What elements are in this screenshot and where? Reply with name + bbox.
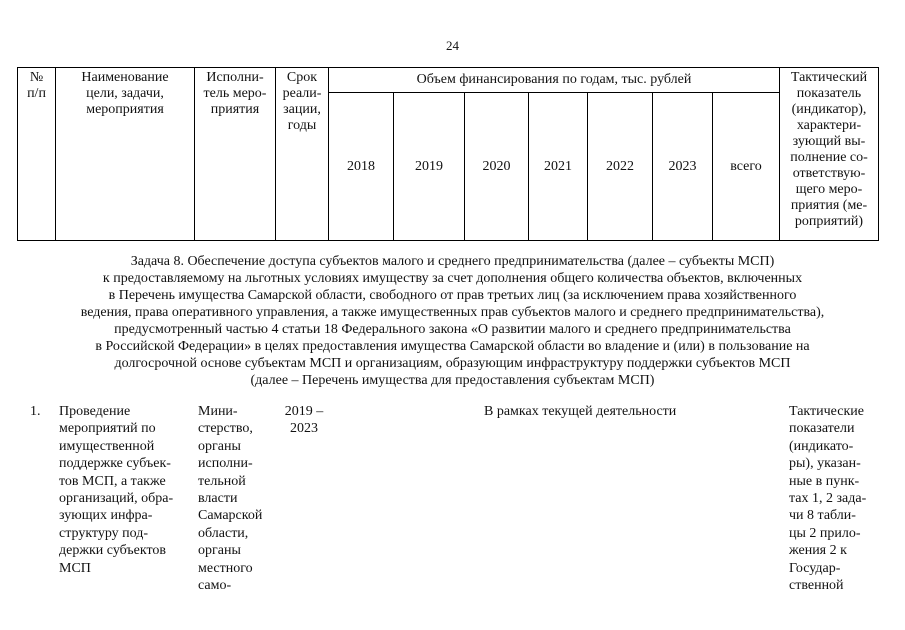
task-description: Задача 8. Обеспечение доступа субъектов малого и среднего предпринимательства (далее – субъекты МСП) к предоставляемому на льготных условиях имуществу за счет дополнения общего количества объектов, включенных в Перечень имущества Самарской области, свободного от прав третьих лиц (за исключением права хозяйственного ведения, права оперативного управления, а также имущественных прав субъектов малого и среднего предпринимательства), предусмотренный частью 4 статьи 18 Федерального закона «О развитии малого и среднего предпринимательства в Российской Федерации» в целях предоставления имущества Самарской области во владение и (или) в пользование на долгосрочной основе субъектам МСП и организациям, образующим инфраструктуру поддержки субъектов МСП (далее – Перечень имущества для предоставления субъектам МСП)	[80, 254, 825, 388]
header-year-2021: 2021	[529, 93, 588, 241]
table-header	[17, 67, 879, 241]
header-year-2020: 2020	[465, 93, 529, 241]
header-num: № п/п	[18, 68, 56, 241]
header-year-2023: 2023	[653, 93, 713, 241]
row-name: Проведение мероприятий по имущественной поддержке субъек- тов МСП, а также организаций, обра- зующих инфра- структуру под- держки субъектов МСП	[59, 404, 174, 576]
header-year-2019: 2019	[394, 93, 465, 241]
header-executor: Исполни- тель меро- приятия	[195, 68, 276, 241]
header-indicator: Тактический показатель (индикатор), характери- зующий вы- полнение со- ответствую- щего меро- приятия (ме- роприятий)	[780, 68, 879, 241]
row-indicator: Тактические показатели (индикато- ры), указан- ные в пунк- тах 1, 2 зада- чи 8 табли- цы 2 прило- жения 2 к Государ- ственной	[789, 404, 867, 594]
header-term: Срок реали- зации, годы	[276, 68, 329, 241]
page-number: 24	[446, 38, 459, 53]
header-name: Наименование цели, задачи, мероприятия	[56, 68, 195, 241]
header-year-2022: 2022	[588, 93, 653, 241]
row-financing: В рамках текущей деятельности	[484, 404, 677, 419]
row-num: 1.	[30, 404, 41, 419]
row-executor: Мини- стерство, органы исполни- тельной власти Самарской области, органы местного само-	[198, 404, 263, 594]
row-term: 2019 – 2023	[284, 404, 324, 437]
header-year-2018: 2018	[329, 93, 394, 241]
header-financing: Объем финансирования по годам, тыс. рублей	[329, 68, 780, 93]
header-total: всего	[713, 93, 780, 241]
